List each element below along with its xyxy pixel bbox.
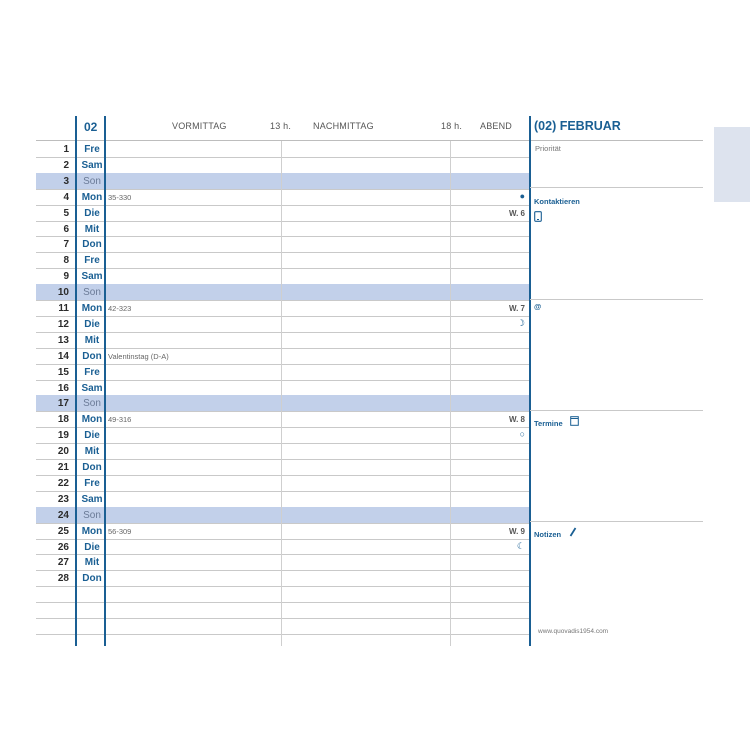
day-row[interactable] <box>36 236 529 252</box>
day-number: 28 <box>57 573 69 585</box>
day-row[interactable] <box>36 364 529 380</box>
row-rule <box>36 634 529 635</box>
day-number: 14 <box>57 350 69 362</box>
day-row[interactable] <box>36 141 529 157</box>
contact-section <box>534 191 580 227</box>
day-number: 19 <box>57 430 69 442</box>
weekday-label: Don <box>82 350 102 362</box>
weekday-label: Mit <box>84 223 100 235</box>
weekday-label: Mon <box>81 414 103 426</box>
day-number: 27 <box>57 557 69 569</box>
moon-phase-icon: ● <box>519 190 525 201</box>
week-number: W. 6 <box>508 208 525 218</box>
day-row[interactable] <box>36 189 529 205</box>
day-number: 7 <box>63 239 69 251</box>
weekday-label: Mit <box>84 334 100 346</box>
appointments-label: Termine <box>534 419 563 429</box>
afternoon-divider <box>281 141 282 646</box>
moon-phase-icon: ○ <box>519 429 525 440</box>
day-row[interactable] <box>36 523 529 539</box>
appointments-section <box>534 413 579 431</box>
day-row[interactable] <box>36 395 529 411</box>
weekday-label: Don <box>82 462 102 473</box>
day-row[interactable] <box>36 252 529 268</box>
day-number: 2 <box>63 159 69 171</box>
sidebar-divider <box>529 116 531 646</box>
weekday-label: Son <box>83 509 101 521</box>
day-number: 8 <box>63 255 69 267</box>
day-number: 15 <box>57 366 69 378</box>
day-row[interactable] <box>36 316 529 332</box>
weekday-label: Die <box>84 541 100 553</box>
sidebar-rule <box>530 410 703 411</box>
day-row[interactable] <box>36 459 529 475</box>
evening-divider <box>450 141 451 646</box>
pencil-icon <box>569 524 577 542</box>
weekday-label: Son <box>83 175 101 187</box>
moon-phase-icon: ☽ <box>516 317 525 328</box>
day-number: 26 <box>57 541 69 553</box>
day-number: 20 <box>57 446 69 458</box>
weekday-label: Sam <box>81 159 103 171</box>
time-13-label: 13 h. <box>270 121 292 131</box>
afternoon-header: NACHMITTAG <box>313 121 374 131</box>
weekday-label: Mon <box>81 191 103 203</box>
day-row[interactable] <box>36 539 529 555</box>
day-number: 21 <box>57 462 69 473</box>
weekday-label: Don <box>82 573 102 585</box>
weekday-label: Die <box>84 207 100 219</box>
weekday-label: Sam <box>81 271 103 283</box>
weekday-label: Sam <box>81 493 103 505</box>
priority-label: Priorität <box>535 144 561 153</box>
day-row[interactable] <box>36 300 529 316</box>
day-row[interactable] <box>36 348 529 364</box>
notes-label: Notizen <box>534 530 562 540</box>
day-note: 42-323 <box>108 304 132 313</box>
weekday-label: Mon <box>81 303 103 314</box>
week-number: W. 9 <box>508 526 525 536</box>
weekday-label: Son <box>83 398 101 410</box>
sidebar-rule <box>530 521 703 522</box>
sidebar-rule <box>530 187 703 188</box>
row-rule <box>36 618 529 619</box>
day-row[interactable] <box>36 221 529 237</box>
row-rule <box>36 586 529 587</box>
day-number: 24 <box>57 509 69 521</box>
day-note: 49-316 <box>108 415 132 425</box>
day-column-divider <box>75 116 77 646</box>
month-title: (02) FEBRUAR <box>534 119 621 133</box>
sidebar-rule <box>530 299 703 300</box>
side-tab <box>714 127 750 202</box>
day-row[interactable] <box>36 443 529 459</box>
week-number: W. 8 <box>508 415 525 425</box>
day-row[interactable] <box>36 157 529 173</box>
weekday-label: Mit <box>84 557 100 569</box>
weekday-label: Sam <box>81 382 103 394</box>
day-row[interactable] <box>36 284 529 300</box>
week-number: W. 7 <box>508 304 525 313</box>
day-row[interactable] <box>36 554 529 570</box>
day-row[interactable] <box>36 205 529 221</box>
day-row[interactable] <box>36 570 529 586</box>
row-rule <box>36 602 529 603</box>
day-row[interactable] <box>36 507 529 523</box>
calendar-icon <box>570 413 579 431</box>
evening-header: ABEND <box>480 121 513 131</box>
weekday-label: Mon <box>81 525 103 537</box>
weekday-label: Fre <box>84 144 100 155</box>
day-number: 5 <box>63 207 69 219</box>
day-number: 18 <box>57 414 69 426</box>
notes-section <box>534 524 577 542</box>
morning-header: VORMITTAG <box>172 121 227 131</box>
day-row[interactable] <box>36 491 529 507</box>
phone-icon <box>534 209 542 226</box>
day-number: 9 <box>63 271 69 283</box>
weekday-label: Die <box>84 430 100 442</box>
weekday-label: Mit <box>84 446 100 458</box>
weekday-label: Fre <box>84 255 100 267</box>
day-note: 56-309 <box>108 526 132 536</box>
weekday-label: Don <box>82 239 102 251</box>
weekday-label: Son <box>83 287 101 299</box>
at-label: @ <box>534 302 542 311</box>
day-number: 23 <box>57 493 69 505</box>
day-number: 11 <box>58 303 69 314</box>
day-row[interactable] <box>36 332 529 348</box>
weekday-label: Die <box>84 318 100 330</box>
day-number: 10 <box>57 287 69 299</box>
day-number: 6 <box>63 223 69 235</box>
day-number: 3 <box>63 175 69 187</box>
day-number: 16 <box>57 382 69 394</box>
day-row[interactable] <box>36 475 529 491</box>
day-row[interactable] <box>36 268 529 284</box>
day-row[interactable] <box>36 380 529 396</box>
day-number: 4 <box>63 191 69 203</box>
contact-label: Kontaktieren <box>534 197 580 206</box>
footer-url[interactable]: www.quovadis1954.com <box>538 628 609 635</box>
day-row[interactable] <box>36 411 529 427</box>
day-note: 35-330 <box>108 192 132 202</box>
day-number: 25 <box>57 525 69 537</box>
day-number: 1 <box>63 144 69 155</box>
day-number: 13 <box>57 334 69 346</box>
weekday-label: Fre <box>84 477 100 489</box>
day-number: 12 <box>57 318 69 330</box>
month-number: 02 <box>84 120 98 134</box>
day-note: Valentinstag (D-A) <box>108 351 169 361</box>
day-row[interactable] <box>36 173 529 189</box>
notes-column-divider <box>104 116 106 646</box>
day-number: 17 <box>57 398 69 410</box>
weekday-label: Fre <box>84 366 100 378</box>
time-18-label: 18 h. <box>441 121 463 131</box>
day-number: 22 <box>57 477 69 489</box>
day-row[interactable] <box>36 427 529 443</box>
moon-phase-icon: ☾ <box>516 540 525 551</box>
